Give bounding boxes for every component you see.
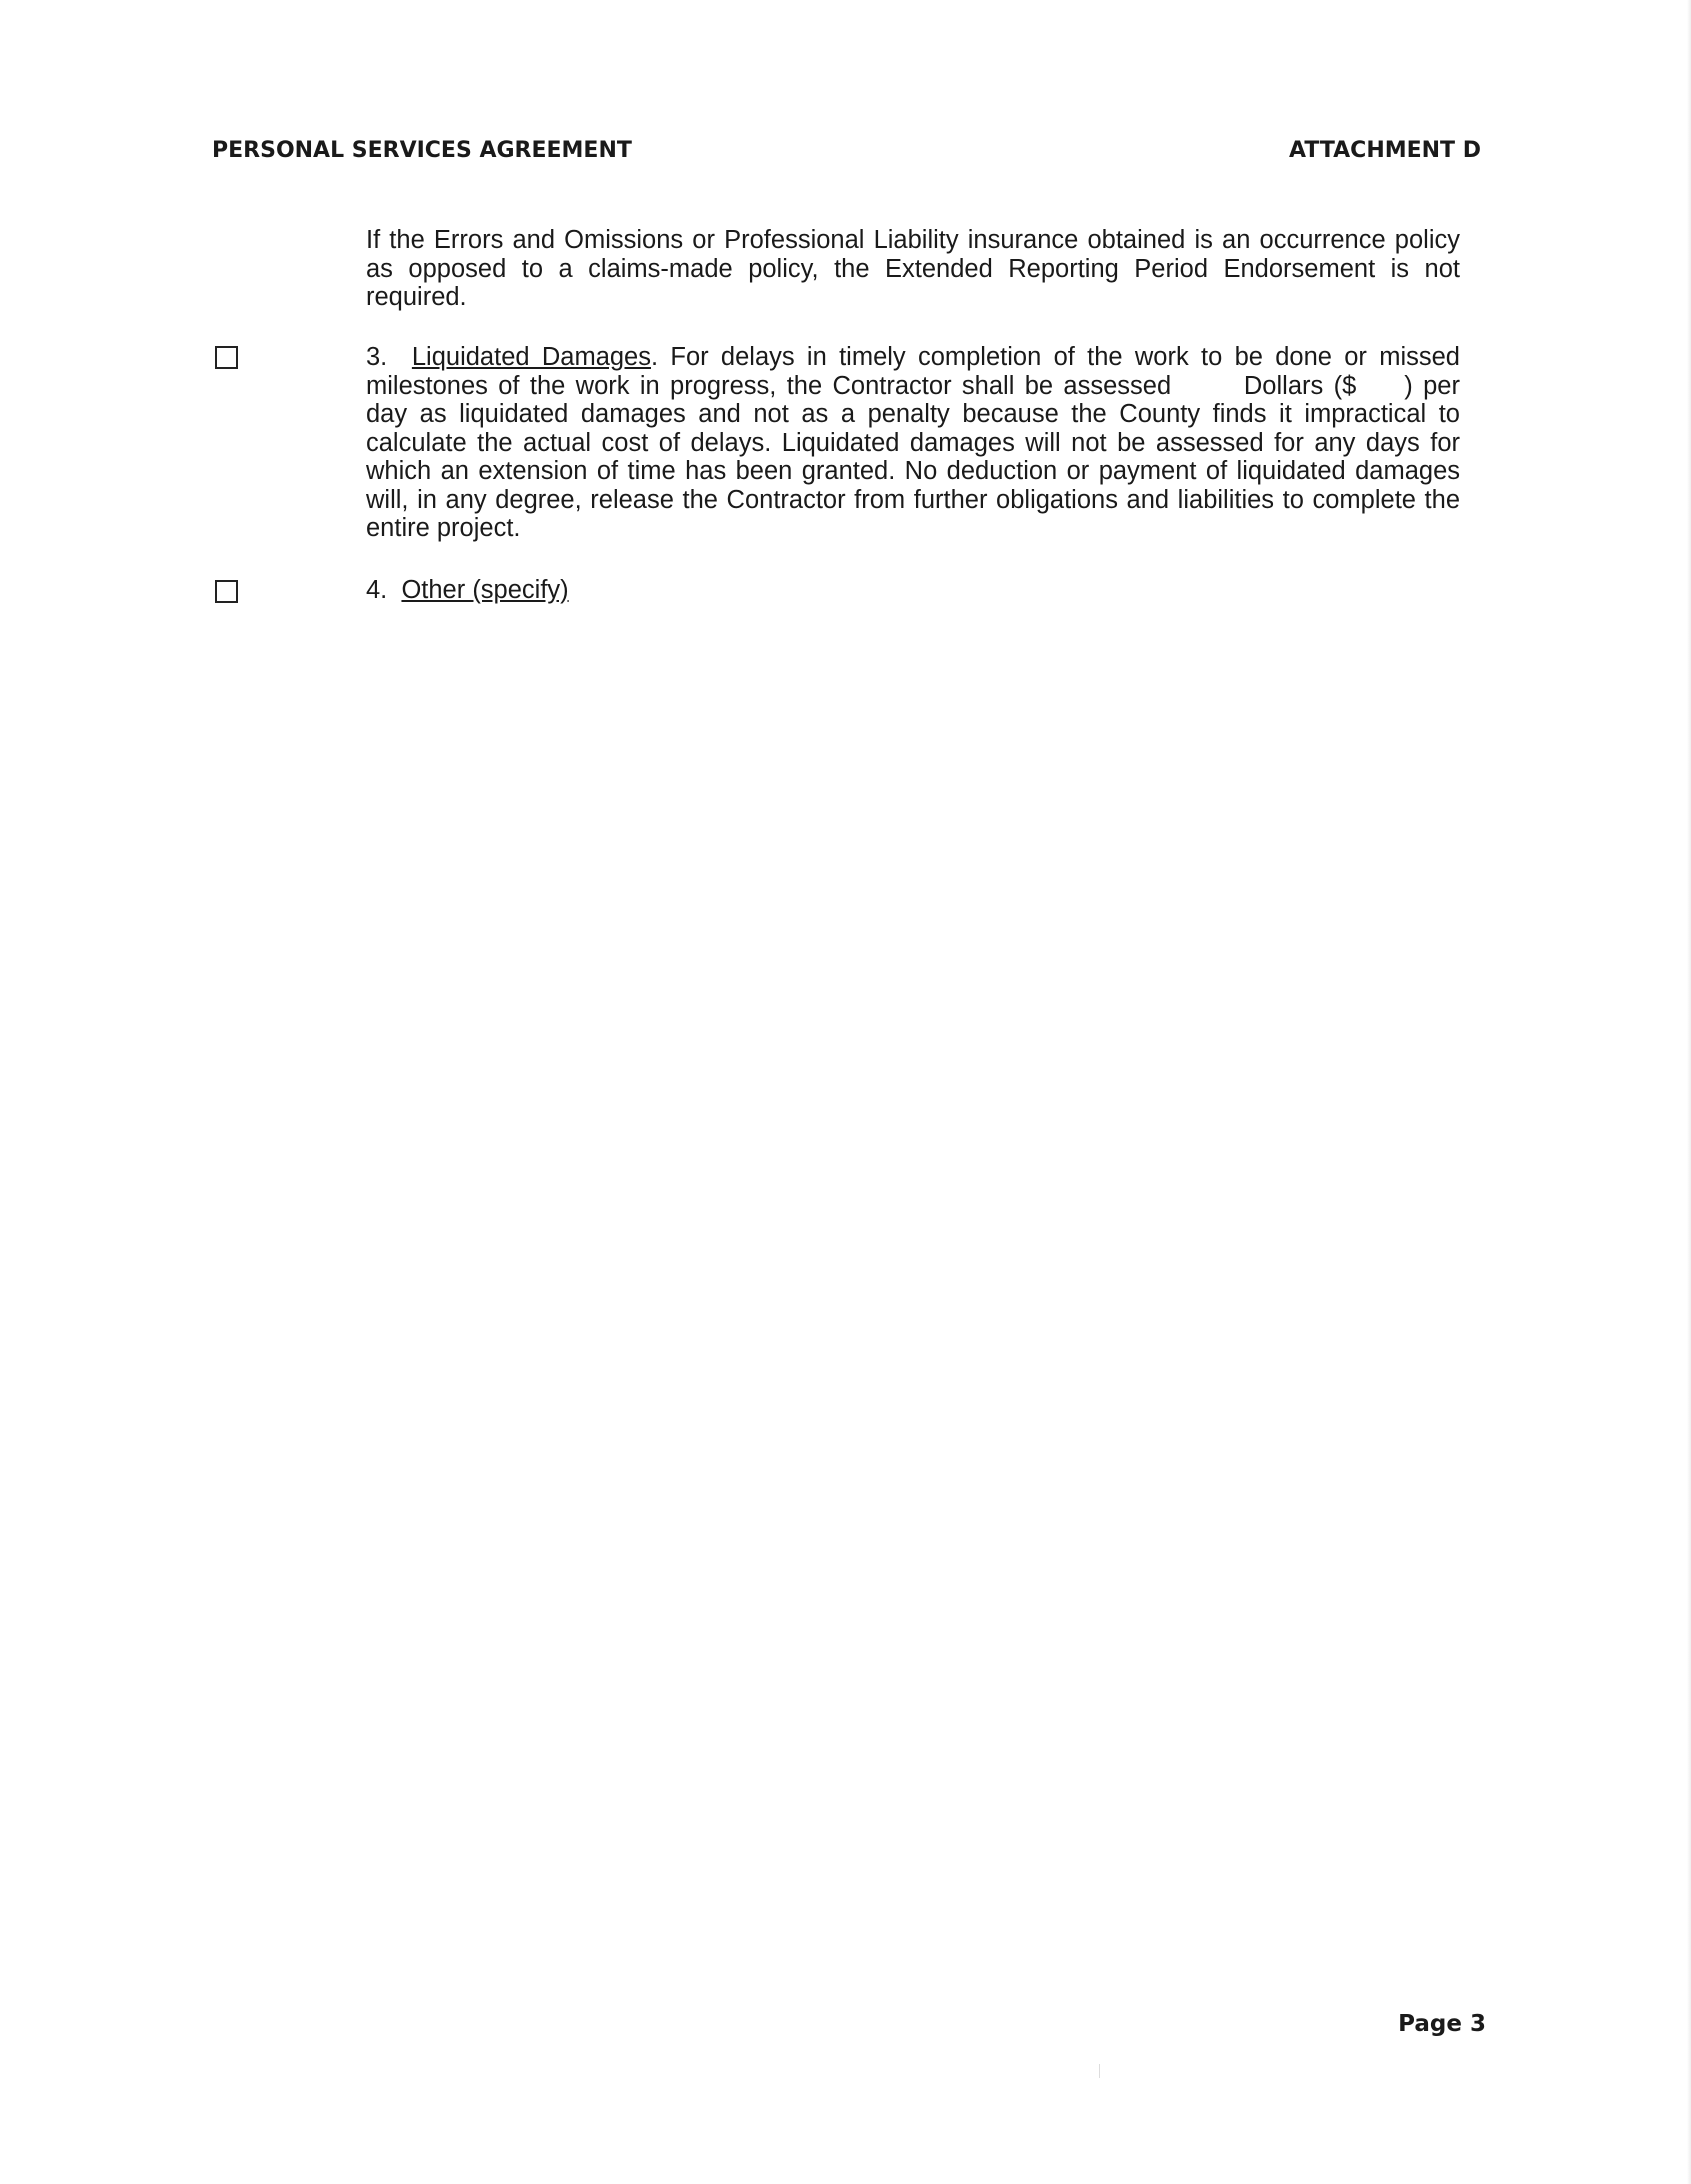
item3-paragraph [366, 343, 1460, 543]
item3-text-part2: Dollars ($ [1243, 371, 1357, 400]
scan-speck [1099, 2064, 1100, 2078]
scan-edge-shadow [1687, 0, 1691, 2184]
intro-paragraph: If the Errors and Omissions or Professional Liability insurance obtained is an occurrence policy as opposed to a claims-made policy, the Extended Reporting Period Endorsement is not required. [366, 226, 1460, 311]
attachment-label: ATTACHMENT D [1289, 138, 1481, 163]
document-title-header: PERSONAL SERVICES AGREEMENT [212, 138, 632, 163]
item4-checkbox[interactable] [215, 580, 238, 603]
item3-text-part3: ) per day as liquidated damages and not as a penalty because the County finds it impractical to calculate the actual cost of delays. Liquidated damages will not be assessed for any days for which an extension of time has been granted. No deduction or payment of liquidated damages will, in any degree, release the Contractor from further obligations and liabilities to complete the entire project. [366, 371, 1460, 542]
item4-number: 4. [366, 576, 388, 604]
item3-number: 3. [366, 343, 388, 371]
item4-paragraph [366, 576, 1460, 605]
item4-title: Other (specify) [401, 576, 569, 604]
item3-title: Liquidated Damages [411, 343, 651, 371]
page-number: Page 3 [1398, 2011, 1486, 2037]
item3-checkbox[interactable] [215, 346, 238, 369]
item3-text-part1: . For delays in timely completion of the work to be done or missed milestones of the work in progress, the Contractor shall be assessed [366, 343, 1460, 400]
